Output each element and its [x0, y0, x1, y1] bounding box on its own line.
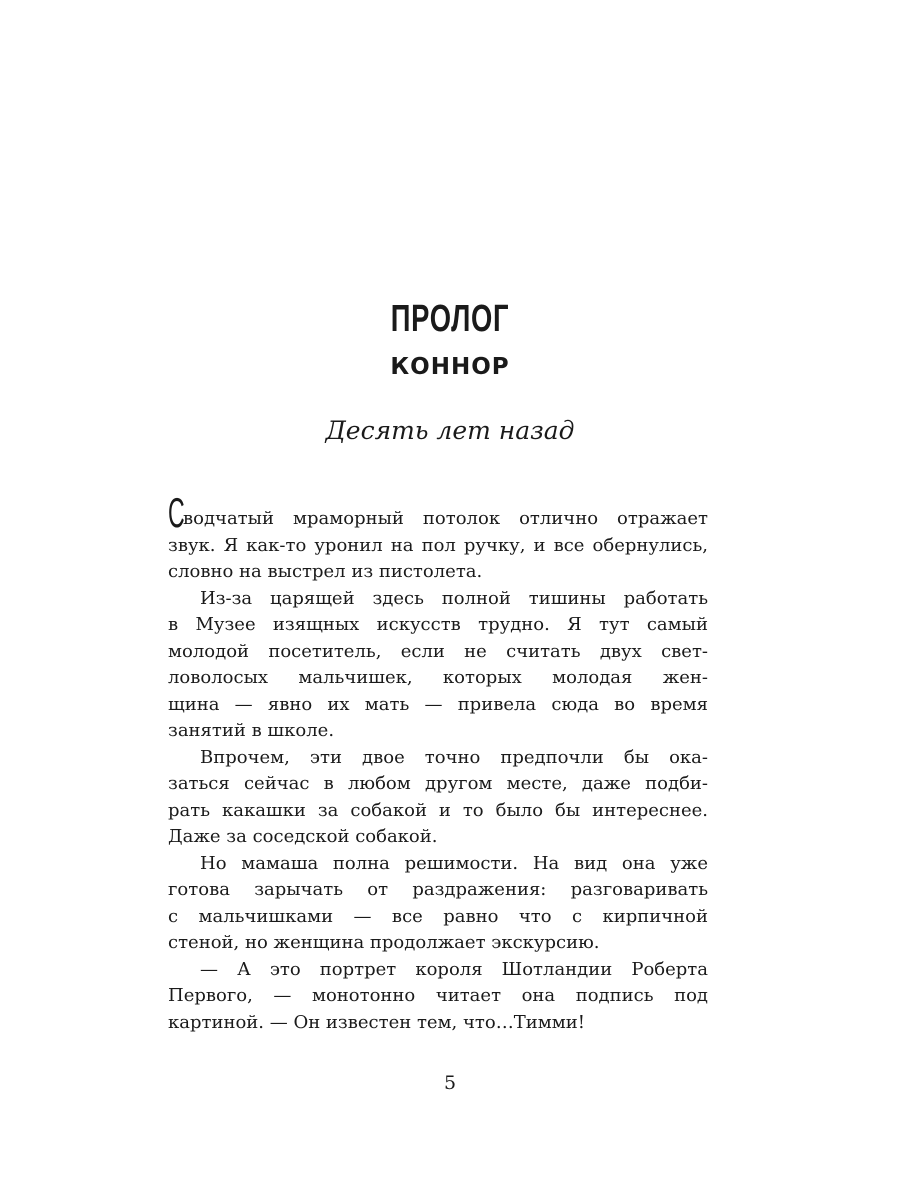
- text-line: Первого, — монотонно читает она подпись под: [168, 985, 708, 1006]
- text-line: в Музее изящных искусств трудно. Я тут самый: [168, 614, 708, 635]
- text-line: готова зарычать от раздражения: разговаривать: [168, 879, 708, 900]
- text-line: Из-за царящей здесь полной тишины работать: [200, 587, 708, 609]
- text-line: звук. Я как-то уронил на пол ручку, и все обернулись,: [168, 534, 708, 556]
- text-line: — А это портрет короля Шотландии Роберта: [200, 958, 708, 980]
- text-line: картиной. — Он известен тем, что…Тимми!: [168, 1011, 585, 1033]
- text-line: ловолосых мальчишек, которых молодая жен-: [168, 667, 708, 688]
- text-line: заться сейчас в любом другом месте, даже подби-: [168, 773, 708, 794]
- drop-cap: С: [168, 489, 185, 536]
- epigraph: Десять лет назад: [325, 416, 575, 445]
- text-line: Впрочем, эти двое точно предпочли бы ока-: [200, 746, 708, 768]
- paragraph-1: [168, 489, 708, 586]
- text-line: словно на выстрел из пистолета.: [168, 561, 483, 582]
- body-text: [168, 489, 708, 1036]
- text-line: щина — явно их мать — привела сюда во время: [168, 693, 708, 715]
- text-line: Сводчатый мраморный потолок отлично отражает: [168, 489, 708, 536]
- paragraph-5: [168, 957, 708, 1037]
- paragraph-3: [168, 745, 708, 851]
- chapter-subtitle: КОННОР: [390, 354, 510, 380]
- text-line: занятий в школе.: [168, 720, 335, 741]
- text-line: Даже за соседской собакой.: [168, 826, 438, 847]
- text-line: с мальчишками — все равно что с кирпичной: [168, 905, 708, 927]
- paragraph-4: [168, 851, 708, 957]
- text-line: молодой посетитель, если не считать двух свет-: [168, 640, 708, 662]
- paragraph-2: [168, 586, 708, 745]
- text-line: рать какашки за собакой и то было бы интереснее.: [168, 799, 708, 821]
- text-line: Но мамаша полна решимости. На вид она уже: [200, 852, 708, 874]
- text-line: стеной, но женщина продолжает экскурсию.: [168, 932, 600, 953]
- page-number: 5: [443, 1072, 457, 1094]
- chapter-title: ПРОЛОГ: [390, 298, 510, 340]
